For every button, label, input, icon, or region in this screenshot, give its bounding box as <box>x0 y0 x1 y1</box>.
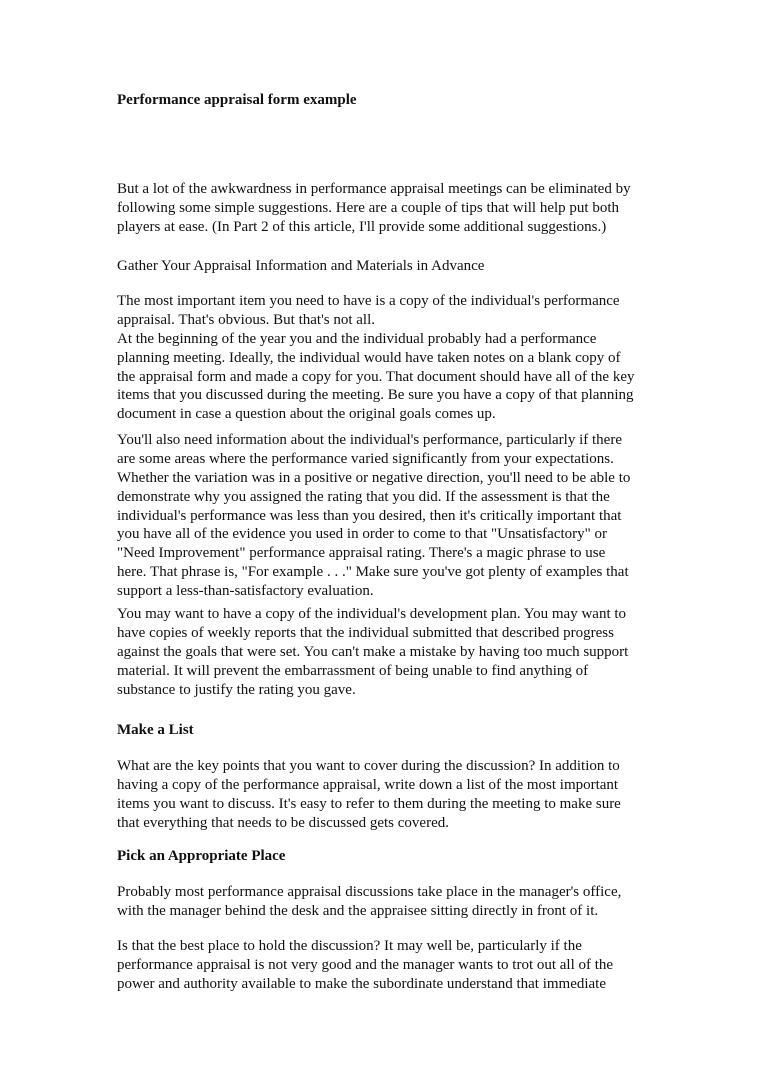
text-line: individual's performance was less than you desired, then it's critically important that <box>117 507 622 524</box>
text-line: Whether the variation was in a positive or negative direction, you'll need to be able to <box>117 469 631 486</box>
text-line: substance to justify the rating you gave. <box>117 681 356 698</box>
heading-make-list: Make a List <box>117 722 194 738</box>
text-line: are some areas where the performance varied significantly from your expectations. <box>117 450 614 467</box>
gather-paragraph <box>117 292 634 424</box>
text-line: But a lot of the awkwardness in performance appraisal meetings can be eliminated by <box>117 181 631 197</box>
list-paragraph <box>117 757 621 833</box>
place-paragraph-2 <box>117 937 613 994</box>
text-line: You'll also need information about the individual's performance, particularly if there <box>117 432 622 448</box>
text-line: that everything that needs to be discussed gets covered. <box>117 814 449 831</box>
place-paragraph-1 <box>117 883 621 921</box>
text-line: having a copy of the performance appraisal, write down a list of the most important <box>117 776 619 793</box>
text-line: performance appraisal is not very good and the manager wants to trot out all of the <box>117 956 614 973</box>
text-line: you have all of the evidence you used in order to come to that "Unsatisfactory" or <box>117 526 608 543</box>
text-line: here. That phrase is, "For example . . ." Make sure you've got plenty of examples that <box>117 564 629 581</box>
text-line: items that you discussed during the meeting. Be sure you have a copy of that planning <box>117 387 634 404</box>
text-line: "Need Improvement" performance appraisal rating. There's a magic phrase to use <box>117 545 606 562</box>
text-line: material. It will prevent the embarrassment of being unable to find anything of <box>117 662 589 679</box>
text-line: against the goals that were set. You can't make a mistake by having too much support <box>117 643 629 660</box>
text-line: Is that the best place to hold the discussion? It may well be, particularly if the <box>117 938 582 954</box>
text-line: support a less-than-satisfactory evaluation. <box>117 583 374 600</box>
text-line: Probably most performance appraisal discussions take place in the manager's office, <box>117 884 622 900</box>
text-line: What are the key points that you want to cover during the discussion? In addition to <box>117 758 620 774</box>
text-line: with the manager behind the desk and the appraisee sitting directly in front of it. <box>117 902 599 919</box>
heading-gather: Gather Your Appraisal Information and Materials in Advance <box>117 258 485 274</box>
text-line: following some simple suggestions. Here are a couple of tips that will help put both <box>117 199 619 216</box>
info-paragraph <box>117 431 630 601</box>
document-title: Performance appraisal form example <box>117 92 357 108</box>
text-line: have copies of weekly reports that the individual submitted that described progress <box>117 624 614 641</box>
text-line: At the beginning of the year you and the individual probably had a performance <box>117 330 597 347</box>
text-line: planning meeting. Ideally, the individual would have taken notes on a blank copy of <box>117 349 621 366</box>
text-line: demonstrate why you assigned the rating that you did. If the assessment is that the <box>117 488 610 505</box>
text-line: players at ease. (In Part 2 of this article, I'll provide some additional suggestions.) <box>117 218 607 235</box>
text-line: You may want to have a copy of the individual's development plan. You may want to <box>117 606 627 622</box>
text-line: the appraisal form and made a copy for you. That document should have all of the key <box>117 368 635 385</box>
text-line: power and authority available to make the subordinate understand that immediate <box>117 975 607 992</box>
text-line: The most important item you need to have is a copy of the individual's performance <box>117 293 620 309</box>
text-line: items you want to discuss. It's easy to refer to them during the meeting to make sure <box>117 795 621 812</box>
text-line: document in case a question about the original goals comes up. <box>117 406 496 423</box>
development-paragraph <box>117 605 628 699</box>
text-line: appraisal. That's obvious. But that's not all. <box>117 311 376 328</box>
heading-pick-place: Pick an Appropriate Place <box>117 848 286 864</box>
intro-paragraph <box>117 180 631 237</box>
